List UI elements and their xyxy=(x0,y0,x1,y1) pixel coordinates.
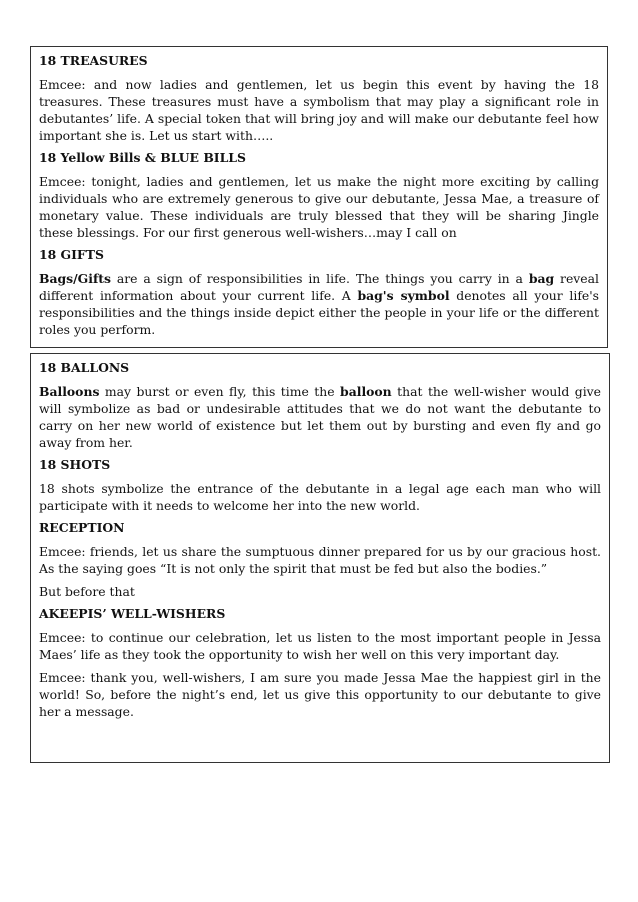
program-box-1 xyxy=(30,46,608,348)
ballons-bold-2: balloon xyxy=(340,384,392,399)
treasures-heading: 18 TREASURES xyxy=(39,53,148,68)
bills-heading: 18 Yellow Bills & BLUE BILLS xyxy=(39,150,246,165)
reception-heading: RECEPTION xyxy=(39,520,125,535)
gifts-bold-2: bag xyxy=(528,271,555,286)
gifts-heading: 18 GIFTS xyxy=(39,247,104,262)
wishers-text-2: Emcee: thank you, well-wishers, I am sure you made Jessa Mae the happiest girl in the world! So, before the night’s end, let us give this opportunity to our debutante to give her a message. xyxy=(39,670,601,719)
wishers-text-1: Emcee: to continue our celebration, let us listen to the most important people in Jessa Maes’ life as they took the opportunity to wish her well on this very important day. xyxy=(39,630,601,662)
shots-text: 18 shots symbolize the entrance of the debutante in a legal age each man who will participate with it needs to welcome her into the new world. xyxy=(39,481,601,513)
gifts-span-3: denotes all your life's responsibilities and the things inside depict either the people in your life or the different roles you perform. xyxy=(39,288,599,337)
ballons-heading: 18 BALLONS xyxy=(39,360,130,375)
ballons-span-1: may burst or even fly, this time the xyxy=(99,384,341,399)
ballons-text xyxy=(39,383,601,451)
gifts-bold-1: Bags/Gifts xyxy=(39,271,111,286)
shots-heading: 18 SHOTS xyxy=(39,457,111,472)
ballons-span-2: that the well-wisher would give will symbolize as bad or undesirable attitudes that we do not want the debutante to carry on her new world of existence but let them out by bursting and even fly and go away from her. xyxy=(39,384,601,450)
ballons-bold-1: Balloons xyxy=(39,384,100,399)
program-box-2 xyxy=(30,353,610,763)
gifts-span-2: reveal different information about your current life. A xyxy=(39,271,599,303)
gifts-bold-3: bag's symbol xyxy=(357,288,450,303)
wishers-heading: AKEEPIS’ WELL-WISHERS xyxy=(39,606,226,621)
bills-text: Emcee: tonight, ladies and gentlemen, let us make the night more exciting by calling individuals who are extremely generous to give our debutante, Jessa Mae, a treasure of monetary value. These individuals are truly blessed that they will be sharing Jingle these blessings. For our first generous well-wishers…may I call on xyxy=(39,174,599,240)
gifts-span-1: are a sign of responsibilities in life. The things you carry in a xyxy=(110,271,529,286)
gifts-text xyxy=(39,270,599,338)
reception-text: Emcee: friends, let us share the sumptuous dinner prepared for us by our gracious host. As the saying goes “It is not only the spirit that must be fed but also the bodies.” xyxy=(39,544,601,576)
reception-after: But before that xyxy=(39,584,135,599)
treasures-text: Emcee: and now ladies and gentlemen, let us begin this event by having the 18 treasures. These treasures must have a symbolism that may play a significant role in debutantes’ life. A special token that will bring joy and will make our debutante feel how important she is. Let us start with….. xyxy=(39,77,599,143)
